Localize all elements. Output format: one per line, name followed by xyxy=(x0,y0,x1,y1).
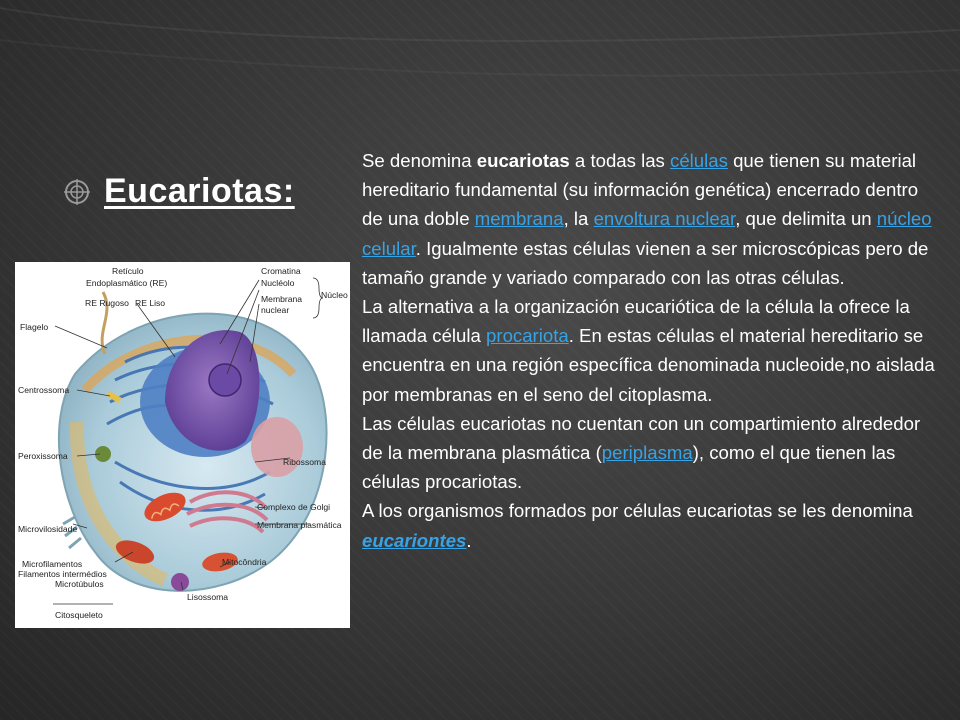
label-ribossoma: Ribossoma xyxy=(283,457,326,467)
text-span: Se denomina xyxy=(362,150,477,171)
text-span: ), como el que tienen las células procariotas. xyxy=(362,442,896,493)
nucleolus xyxy=(209,364,241,396)
label-complexo-golgi: Complexo de Golgi xyxy=(257,502,331,512)
label-microtubulos: Microtúbulos xyxy=(55,579,104,589)
paragraph-2 xyxy=(362,292,942,409)
label-microfilamentos: Microfilamentos xyxy=(22,559,83,569)
label-cromatina: Cromatina xyxy=(261,266,301,276)
slide-body-text xyxy=(362,146,942,555)
eukaryotic-cell-diagram xyxy=(15,262,350,628)
link-celulas[interactable]: células xyxy=(670,150,728,171)
ribossoma-cluster xyxy=(251,417,303,477)
label-re-rugoso: RE Rugoso xyxy=(85,298,129,308)
label-mitocondria: Mitocôndria xyxy=(222,557,267,567)
text-span: A los organismos formados por células eucariotas se les denomina xyxy=(362,500,913,522)
paragraph-4 xyxy=(362,496,942,554)
bold-term-eucariotas: eucariotas xyxy=(476,150,570,171)
label-centrossoma: Centrossoma xyxy=(18,385,70,395)
text-span: a todas las xyxy=(569,150,671,171)
text-span: . xyxy=(466,529,472,551)
label-flagelo: Flagelo xyxy=(20,322,49,332)
text-span: . En estas células el material hereditario se encuentra en una región específica denominada nucleoide,no aislada por membranas en el seno del citoplasma. xyxy=(362,325,935,405)
text-span: , la xyxy=(563,208,594,230)
label-filamentos-intermedios: Filamentos intermédios xyxy=(18,569,107,579)
label-lisossoma: Lisossoma xyxy=(187,592,229,602)
label-nucleolo: Nucléolo xyxy=(261,278,295,288)
paragraph-3 xyxy=(362,409,942,497)
heading-row xyxy=(62,172,295,211)
label-endoplasmatico: Endoplasmático (RE) xyxy=(86,278,168,288)
label-citosqueleto: Citosqueleto xyxy=(55,610,103,620)
text-span: que tienen su material hereditario fundamental (su información genética) encerrado dentro de una doble xyxy=(362,150,919,230)
label-membrana-plasmatica: Membrana plasmática xyxy=(257,520,342,530)
link-nucleo-celular[interactable]: núcleo celular xyxy=(362,208,932,259)
circled-dot-bullet-icon xyxy=(62,177,92,207)
label-peroxissoma: Peroxissoma xyxy=(18,451,68,461)
lysosome xyxy=(171,573,189,591)
label-re-liso: RE Liso xyxy=(135,298,166,308)
text-span: . Igualmente estas células vienen a ser microscópicas pero de tamaño grande y variado comparado con las otras células. xyxy=(362,237,929,288)
link-periplasma[interactable]: periplasma xyxy=(601,442,693,464)
cell-illustration xyxy=(15,262,350,628)
text-span: Las células eucariotas no cuentan con un compartimiento alrededor de la membrana plasmática ( xyxy=(362,412,921,464)
decorative-corner-lines xyxy=(0,0,960,140)
label-nuclear: nuclear xyxy=(261,305,290,315)
text-span: , que delimita un xyxy=(735,208,877,230)
label-reticulo: Retículo xyxy=(112,266,144,276)
link-membrana[interactable]: membrana xyxy=(474,208,564,230)
label-nucleo: Núcleo xyxy=(321,290,348,300)
label-membrana: Membrana xyxy=(261,294,303,304)
link-envoltura-nuclear[interactable]: envoltura nuclear xyxy=(593,208,736,230)
label-microvilosidade: Microvilosidade xyxy=(18,524,78,534)
text-span: La alternativa a la organización eucariótica de la célula la ofrece la llamada célula xyxy=(362,296,910,347)
paragraph-1 xyxy=(362,146,942,292)
link-eucariontes[interactable]: eucariontes xyxy=(362,529,467,551)
link-procariota[interactable]: procariota xyxy=(486,325,569,347)
slide-heading: Eucariotas: xyxy=(104,172,295,210)
